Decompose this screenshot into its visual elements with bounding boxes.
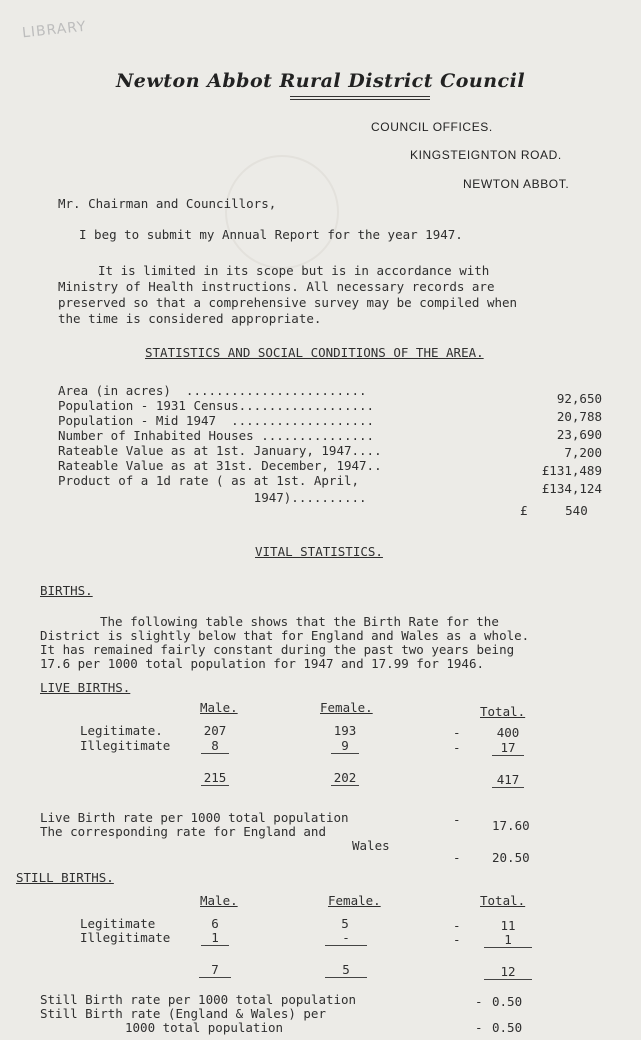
address-line-2: KINGSTEIGNTON ROAD. [410, 148, 562, 162]
faint-seal-watermark [225, 155, 339, 269]
live-row-total: 400 [496, 725, 520, 740]
stat-value-population: 23,690 [556, 427, 602, 442]
stat-label-rateable-jan: Rateable Value as at 1st. January, 1947.... [58, 443, 382, 458]
stat-label-area: Area (in acres) ........................ [58, 383, 367, 398]
still-births-col-total: Total. [480, 893, 526, 908]
address-line-1: COUNCIL OFFICES. [371, 120, 493, 134]
library-stamp: LIBRARY [21, 18, 88, 42]
live-total-female: 202 [331, 770, 359, 786]
title-rule [290, 99, 430, 100]
still-total-total: 12 [484, 964, 532, 980]
still-row-dash: - [453, 932, 461, 947]
still-birth-rate-dash: - [475, 994, 483, 1009]
still-births-col-male: Male. [200, 893, 238, 908]
still-row-label: Legitimate [80, 916, 156, 931]
stat-label-product-cont: 1947).......... [58, 490, 367, 505]
live-row-male: 8 [201, 738, 229, 754]
live-births-col-female: Female. [320, 700, 373, 715]
still-births-heading: STILL BIRTHS. [16, 870, 114, 885]
still-row-total: 11 [500, 918, 516, 933]
still-row-total: 1 [484, 932, 532, 948]
still-row-female: - [325, 930, 367, 946]
live-births-col-total: Total. [480, 704, 526, 719]
stat-label-rateable-dec: Rateable Value as at 31st. December, 1947.. [58, 458, 382, 473]
still-row-dash: - [453, 918, 461, 933]
live-births-heading: LIVE BIRTHS. [40, 680, 131, 695]
still-birth-rate-value: 0.50 [492, 994, 523, 1009]
live-row-female: 9 [331, 738, 359, 754]
scope-paragraph-line: It is limited in its scope but is in accordance with [98, 263, 490, 278]
stat-label-houses: Number of Inhabited Houses ............... [58, 428, 375, 443]
still-row-label: Illegitimate [80, 930, 171, 945]
births-paragraph-line: The following table shows that the Birth Rate for the [100, 614, 499, 629]
still-total-female: 5 [325, 962, 367, 978]
corresponding-rate-label-cont: Wales [352, 838, 390, 853]
corresponding-rate-dash: - [453, 850, 461, 865]
stat-value-area: 92,650 [556, 391, 602, 406]
scope-paragraph-line: preserved so that a comprehensive survey may be compiled when [58, 295, 518, 310]
stat-label-population: Population - Mid 1947 ................... [58, 413, 375, 428]
vital-statistics-heading: VITAL STATISTICS. [255, 544, 383, 559]
scope-paragraph-line: the time is considered appropriate. [58, 311, 322, 326]
still-birth-rate-ew-label: Still Birth rate (England & Wales) per [40, 1006, 326, 1021]
live-row-label: Legitimate. [80, 723, 163, 738]
intro-paragraph: I beg to submit my Annual Report for the year 1947. [79, 227, 463, 242]
still-row-male: 1 [201, 930, 229, 946]
live-total-total: 417 [492, 772, 524, 788]
still-birth-rate-label: Still Birth rate per 1000 total population [40, 992, 357, 1007]
still-total-male: 7 [199, 962, 231, 978]
statistics-heading: STATISTICS AND SOCIAL CONDITIONS OF THE AREA. [145, 345, 484, 360]
stat-label-product: Product of a 1d rate ( as at 1st. April, [58, 473, 360, 488]
still-births-col-female: Female. [328, 893, 381, 908]
stat-label-census: Population - 1931 Census.................. [58, 398, 375, 413]
live-births-col-male: Male. [200, 700, 238, 715]
stat-value-census: 20,788 [556, 409, 602, 424]
births-heading: BIRTHS. [40, 583, 93, 598]
still-row-female: 5 [341, 916, 349, 931]
stat-value-rateable-jan: £131,489 [541, 463, 602, 478]
live-row-dash: - [453, 740, 461, 755]
scope-paragraph-line: Ministry of Health instructions. All necessary records are [58, 279, 495, 294]
live-birth-rate-value: 17.60 [492, 818, 530, 833]
stat-value-rateable-dec: £134,124 [541, 481, 602, 496]
stat-value-houses: 7,200 [564, 445, 602, 460]
births-paragraph-line: It has remained fairly constant during the past two years being [40, 642, 515, 657]
births-paragraph-line: District is slightly below that for England and Wales as a whole. [40, 628, 530, 643]
salutation: Mr. Chairman and Councillors, [58, 196, 277, 211]
live-birth-rate-dash: - [453, 812, 461, 827]
live-row-male: 207 [203, 723, 227, 738]
live-total-male: 215 [201, 770, 229, 786]
corresponding-rate-value: 20.50 [492, 850, 530, 865]
births-paragraph-line: 17.6 per 1000 total population for 1947 and 17.99 for 1946. [40, 656, 485, 671]
address-line-3: NEWTON ABBOT. [463, 177, 570, 191]
live-row-label: Illegitimate [80, 738, 171, 753]
live-birth-rate-label: Live Birth rate per 1000 total population [40, 810, 349, 825]
council-title: Newton Abbot Rural District Council [115, 70, 526, 92]
live-row-female: 193 [333, 723, 357, 738]
live-row-dash: - [453, 725, 461, 740]
corresponding-rate-label: The corresponding rate for England and [40, 824, 326, 839]
still-birth-rate-ew-dash: - [475, 1020, 483, 1035]
live-row-total: 17 [492, 740, 524, 756]
still-birth-rate-ew-value: 0.50 [492, 1020, 523, 1035]
stat-value-product: £ 540 [520, 503, 588, 518]
still-row-male: 6 [211, 916, 219, 931]
title-rule [290, 96, 430, 97]
still-birth-rate-ew-label-cont: 1000 total population [125, 1020, 284, 1035]
